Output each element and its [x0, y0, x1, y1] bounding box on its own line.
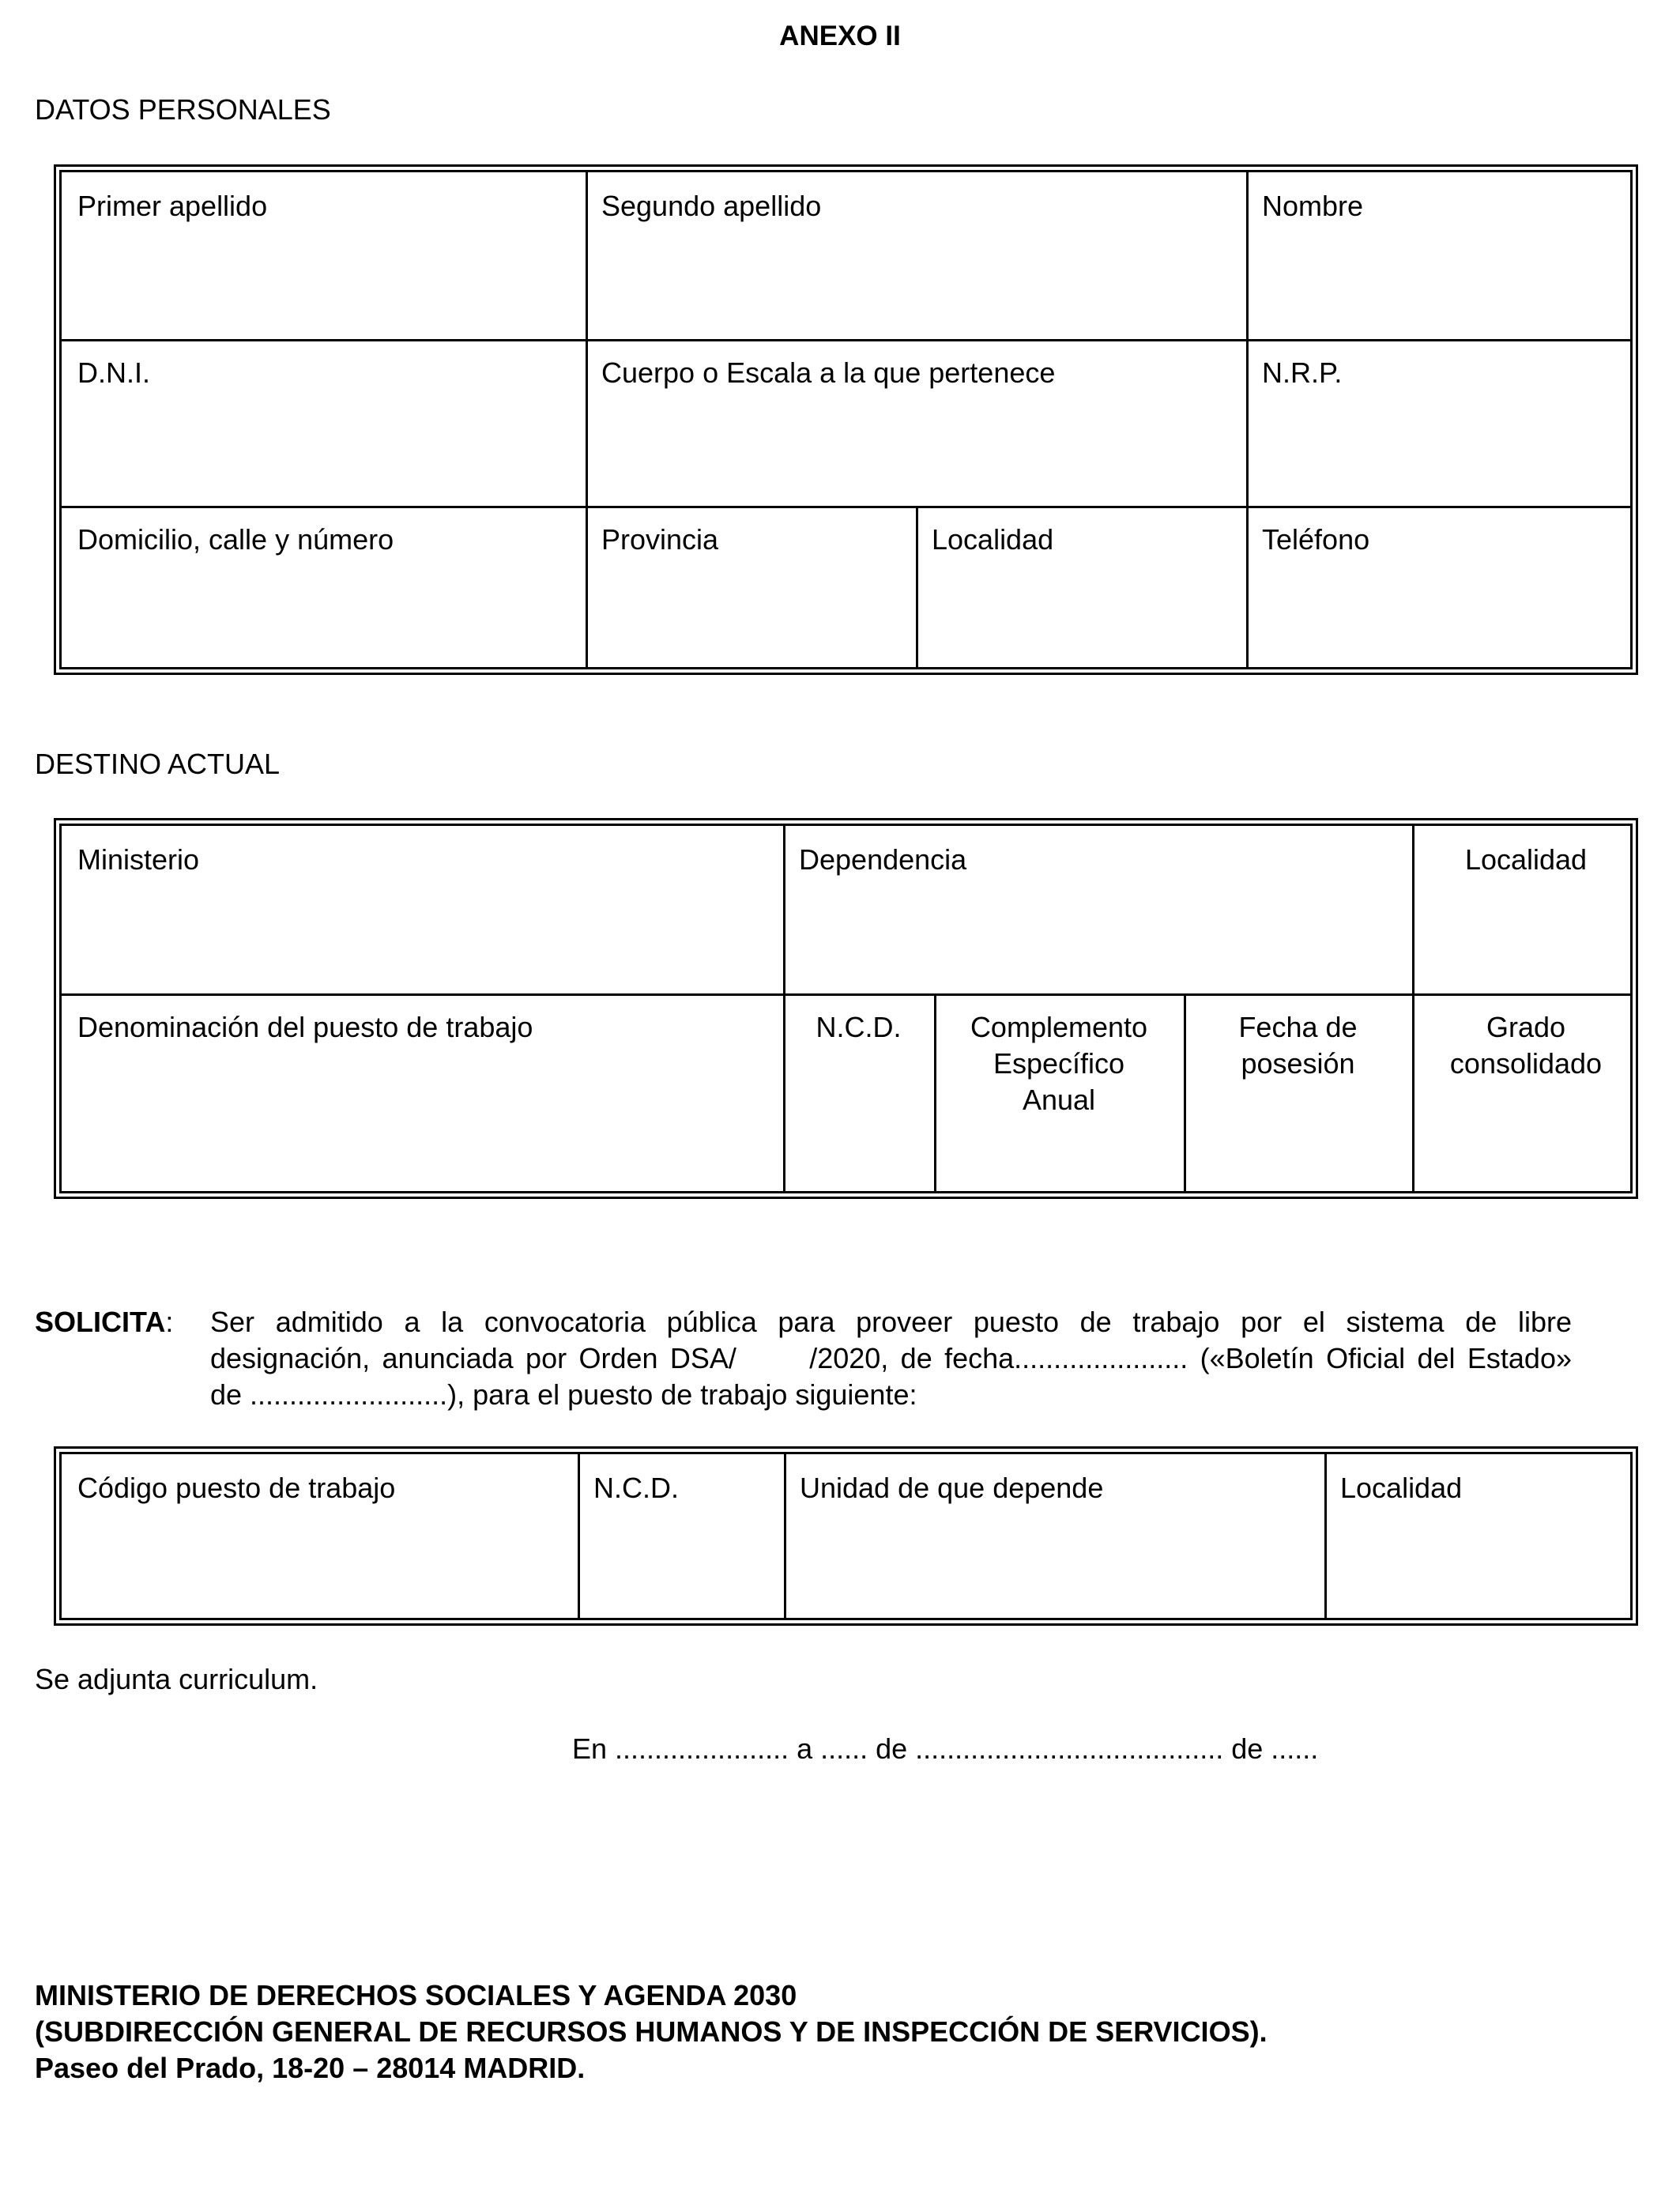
complemento-line-2: Específico [993, 1047, 1125, 1080]
field-localidad-destino[interactable]: Localidad [1464, 843, 1588, 876]
fecha-line-1: Fecha de [1238, 1011, 1358, 1043]
field-denominacion-puesto[interactable]: Denominación del puesto de trabajo [77, 1011, 533, 1043]
fecha-line-2: posesión [1241, 1047, 1355, 1080]
datos-personales-table [54, 164, 1638, 675]
complemento-line-1: Complemento [970, 1011, 1148, 1043]
field-localidad-puesto[interactable]: Localidad [1340, 1472, 1463, 1504]
field-codigo-puesto[interactable]: Código puesto de trabajo [77, 1472, 396, 1504]
puesto-solicitado-table [54, 1446, 1638, 1626]
solicita-label: SOLICITA [35, 1306, 166, 1338]
complemento-line-3: Anual [1022, 1084, 1096, 1116]
solicita-line-3: de .........................), para el puesto de trabajo siguiente: [210, 1378, 917, 1411]
field-grado-consolidado[interactable] [1412, 993, 1640, 1082]
field-dependencia[interactable]: Dependencia [799, 843, 967, 876]
field-localidad[interactable]: Localidad [932, 523, 1054, 556]
footer-line-2: (SUBDIRECCIÓN GENERAL DE RECURSOS HUMANOS Y DE INSPECCIÓN DE SERVICIOS). [35, 2015, 1268, 2048]
solicita-line-2: designación, anunciada por Orden DSA/ /2020, de fecha...................... («Boletín Oficial del Estado» [210, 1342, 1572, 1374]
footer-address [35, 1977, 1268, 2087]
footer-line-3: Paseo del Prado, 18-20 – 28014 MADRID. [35, 2052, 586, 2084]
field-nombre[interactable]: Nombre [1262, 190, 1364, 222]
field-telefono[interactable]: Teléfono [1262, 523, 1370, 556]
footer-line-1: MINISTERIO DE DERECHOS SOCIALES Y AGENDA 2030 [35, 1979, 797, 2011]
destino-actual-table [54, 818, 1638, 1199]
place-date-line: En ...................... a ...... de ....................................... de ...... [572, 1732, 1319, 1765]
field-domicilio[interactable]: Domicilio, calle y número [77, 523, 394, 556]
solicita-line-1: Ser admitido a la convocatoria pública para proveer puesto de trabajo por el sistema de libre [210, 1306, 1572, 1338]
field-dni[interactable]: D.N.I. [77, 356, 151, 389]
field-provincia[interactable]: Provincia [601, 523, 719, 556]
grado-line-1: Grado [1486, 1011, 1566, 1043]
field-ministerio[interactable]: Ministerio [77, 843, 200, 876]
section-heading-datos-personales: DATOS PERSONALES [35, 93, 331, 126]
section-heading-destino-actual: DESTINO ACTUAL [35, 748, 281, 780]
attachment-note: Se adjunta curriculum. [35, 1663, 318, 1695]
solicita-text [210, 1304, 1572, 1413]
field-ncd-destino[interactable]: N.C.D. [816, 1011, 902, 1043]
grado-line-2: consolidado [1449, 1047, 1603, 1080]
field-cuerpo-escala[interactable]: Cuerpo o Escala a la que pertenece [601, 356, 1056, 389]
document-title: ANEXO II [779, 21, 901, 51]
solicita-paragraph [35, 1304, 1572, 1411]
field-fecha-posesion[interactable] [1184, 993, 1412, 1082]
solicita-colon: : [165, 1306, 174, 1338]
field-nrp[interactable]: N.R.P. [1262, 356, 1343, 389]
field-ncd-puesto[interactable]: N.C.D. [593, 1472, 679, 1504]
field-segundo-apellido[interactable]: Segundo apellido [601, 190, 822, 222]
field-complemento-especifico[interactable] [934, 993, 1184, 1118]
field-unidad-depende[interactable]: Unidad de que depende [800, 1472, 1104, 1504]
field-primer-apellido[interactable]: Primer apellido [77, 190, 268, 222]
